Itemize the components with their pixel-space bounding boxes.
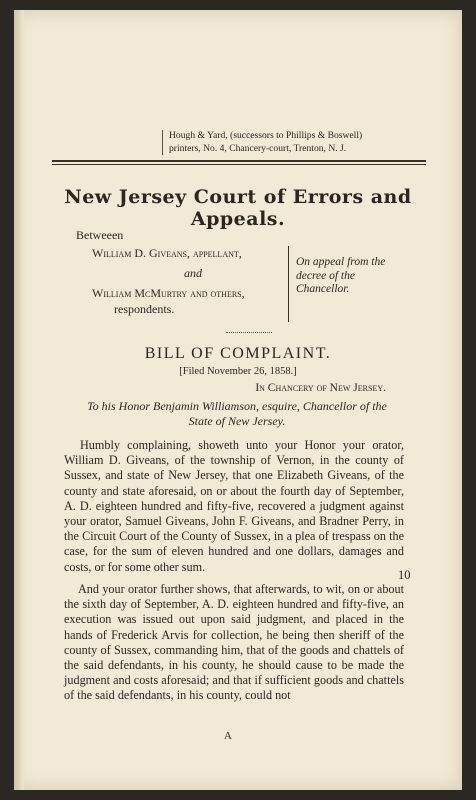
address-to-chancellor: To his Honor Benjamin Williamson, esquire, Chancellor of the State of New Jersey. [87,399,387,428]
printers-line-1: Hough & Yard, (successors to Phillips & Boswell) [169,130,363,141]
document-page [14,10,462,790]
appeal-note: On appeal from the decree of the Chancellor. [296,256,386,295]
printers-imprint [162,130,409,155]
respondent-label: respondents. [114,302,175,316]
and-conjunction: and [184,266,202,280]
filed-date: [Filed November 26, 1858.] [179,366,297,377]
section-ornament [226,332,272,333]
line-number: 10 [398,568,411,582]
appellant-name: William D. Giveans, appellant, [92,246,242,260]
header-rule [52,160,426,165]
bill-title: BILL OF COMPLAINT. [144,345,332,362]
chancery-heading: In Chancery of New Jersey. [255,382,386,394]
signature-mark: A [224,730,232,742]
complaint-paragraph-1: Humbly complaining, showeth unto your Honor your orator, William D. Giveans, of the township of Vernon, in the county of Sussex, and state of New Jersey, that one Elizabeth Giveans, of the county and state aforesaid, on or about the fourth day of September, A. D. eighteen hundred and fifty-five, recovered a judgment against your orator, Samuel Giveans, John F. Giveans, and Bradner Perry, in the Circuit Court of the County of Sussex, in a plea of trespass on the case, for the sum of eleven hundred and one dollars, damages and costs, or for some other sum. [64,438,404,574]
page-gutter-shadow [14,10,24,790]
court-title: New Jersey Court of Errors and Appeals. [64,186,412,230]
between-label: Betweeen [76,228,124,242]
parties-brace [280,246,289,322]
respondent-name: William McMurtry and others, [92,286,245,300]
complaint-paragraph-2: And your orator further shows, that afterwards, to wit, on or about the sixth day of September, A. D. eighteen hundred and fifty-five, an execution was issued out upon said judgment, and placed in the hands of Frederick Arvis for collection, he being then sheriff of the county of Sussex, commanding him, that of the goods and chattels of the said defendants, in his county, he should cause to be made the judgment and costs aforesaid; and that if sufficient goods and chattels of the said defendants, in his county, could not [64,582,404,703]
printers-line-2: printers, No. 4, Chancery-court, Trenton, N. J. [169,142,347,154]
